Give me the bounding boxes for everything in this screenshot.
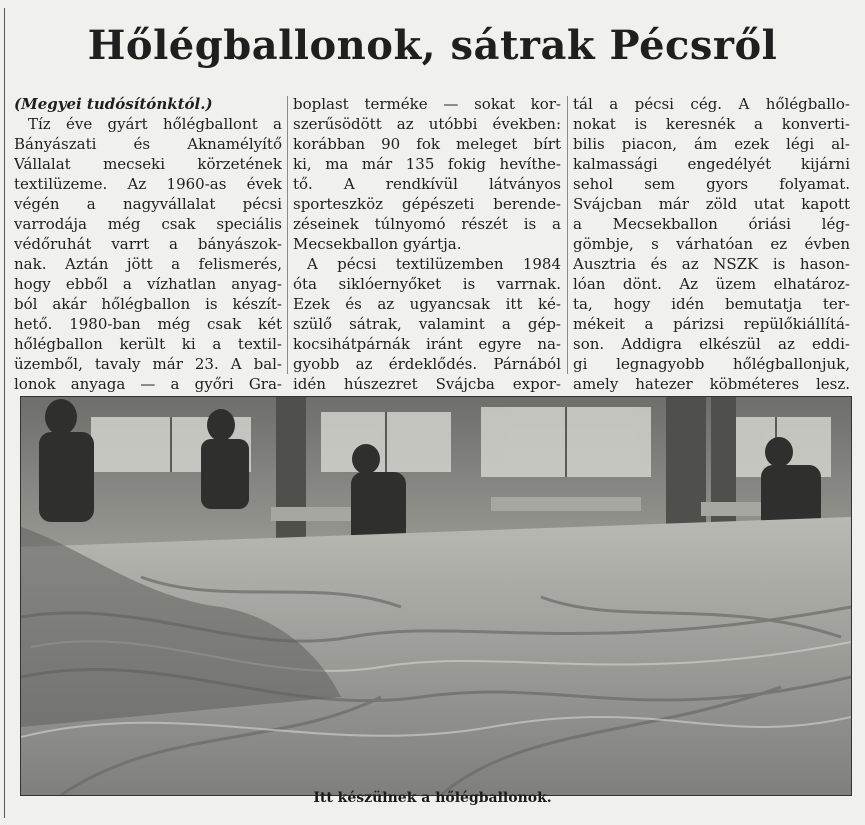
article-column-1 — [14, 94, 282, 394]
text-line: son. Addigra elkészül az eddi- — [573, 335, 850, 353]
text-line: Ezek és az ugyancsak itt ké- — [293, 295, 561, 313]
text-line: kalmassági engedélyét kijárni — [573, 155, 850, 173]
text-line: mékeit a párizsi repülőkiállítá- — [573, 315, 850, 333]
text-line: varrodája még csak speciális — [14, 215, 282, 233]
byline: (Megyei tudósítónktól.) — [14, 95, 213, 113]
text-line: lóan dönt. Az üzem elhatároz- — [573, 275, 850, 293]
text-line: Vállalat mecseki körzetének — [14, 155, 282, 173]
text-line: ki, ma már 135 fokig hevíthe- — [293, 155, 561, 173]
article-column-3 — [573, 94, 850, 414]
workshop-photo-illustration — [21, 397, 851, 795]
text-line: korábban 90 fok meleget bírt — [293, 135, 561, 153]
clipping-edge — [4, 8, 5, 818]
text-line: végén a nagyvállalat pécsi — [14, 195, 282, 213]
text-line: textilüzeme. Az 1960-as évek — [14, 175, 282, 193]
text-line: nak. Aztán jött a felismerés, — [14, 255, 282, 273]
article-headline: Hőlégballonok, sátrak Pécsről — [87, 22, 778, 69]
text-line: szerűsödött az utóbbi években: — [293, 115, 561, 133]
text-line: hető. 1980-ban még csak két — [14, 315, 282, 333]
text-line: amely hatezer köbméteres lesz. — [573, 375, 850, 393]
text-line: tő. A rendkívül látványos — [293, 175, 561, 193]
column-rule — [567, 96, 568, 374]
text-line: Ausztria és az NSZK is hason- — [573, 255, 850, 273]
text-line: a Mecsekballon óriási lég- — [573, 215, 850, 233]
text-line: Mecsekballon gyártja. — [293, 235, 462, 253]
text-line: Bányászati és Aknamélyítő — [14, 135, 282, 153]
text-line: gömbje, s várhatóan ez évben — [573, 235, 850, 253]
photo-caption: Itt készülnek a hőlégballonok. — [313, 790, 552, 806]
text-line: szülő sátrak, valamint a gép- — [293, 315, 561, 333]
text-line: ból akár hőlégballon is készít- — [14, 295, 282, 313]
text-line: tál a pécsi cég. A hőlégballo- — [573, 95, 850, 113]
text-line: óta siklóernyőket is varrnak. — [293, 275, 561, 293]
article-column-2 — [293, 94, 561, 394]
text-line: zéseinek túlnyomó részét is a — [293, 215, 561, 233]
text-line: hogy ebből a vízhatlan anyag- — [14, 275, 282, 293]
text-line: A pécsi textilüzemben 1984 — [307, 255, 561, 273]
text-line: Tíz éve gyárt hőlégballont a — [28, 115, 282, 133]
text-line: gyobb az érdeklődés. Párnából — [293, 355, 561, 373]
text-line: sporteszköz gépészeti berende- — [293, 195, 561, 213]
text-line: üzemből, tavaly már 23. A bal- — [14, 355, 282, 373]
article-photo — [20, 396, 852, 796]
text-line: kocsihátpárnák iránt egyre na- — [293, 335, 561, 353]
text-line: lonok anyaga — a győri Gra- — [14, 375, 282, 393]
column-rule — [287, 96, 288, 374]
text-line: idén húszezret Svájcba expor- — [293, 375, 561, 393]
text-line: gi legnagyobb hőlégballonjuk, — [573, 355, 850, 373]
text-line: bilis piacon, ám ezek légi al- — [573, 135, 850, 153]
text-line: hőlégballon került ki a textil- — [14, 335, 282, 353]
text-line: Svájcban már zöld utat kapott — [573, 195, 850, 213]
text-line: boplast terméke — sokat kor- — [293, 95, 561, 113]
text-line: nokat is keresnék a konverti- — [573, 115, 850, 133]
text-line: védőruhát varrt a bányászok- — [14, 235, 282, 253]
text-line: ta, hogy idén bemutatja ter- — [573, 295, 850, 313]
text-line: sehol sem gyors folyamat. — [573, 175, 850, 193]
